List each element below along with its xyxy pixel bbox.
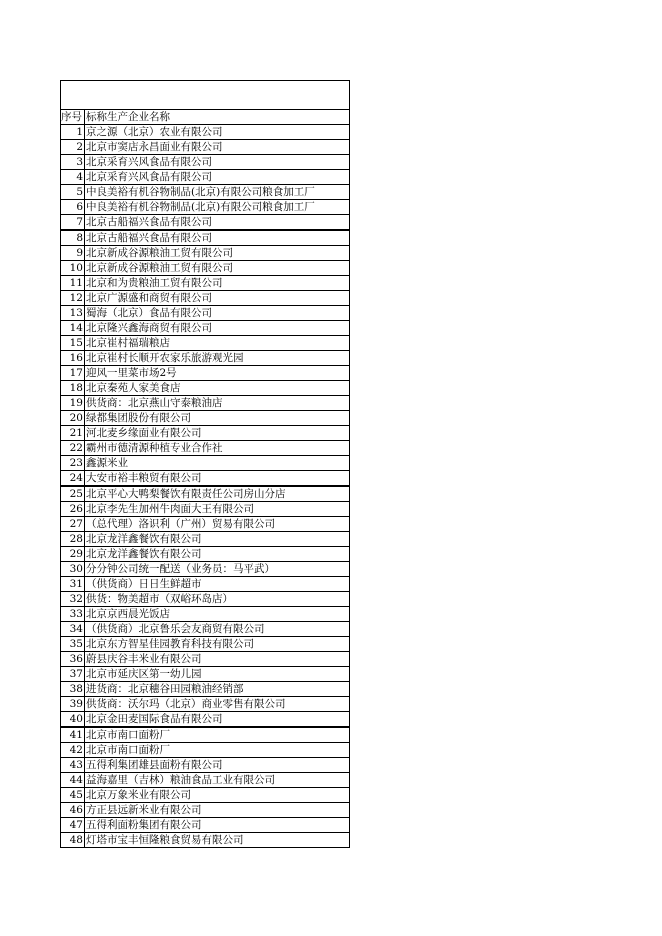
row-index-cell[interactable]: 44 <box>61 773 85 788</box>
company-name-cell[interactable]: 北京隆兴鑫海商贸有限公司 <box>85 321 350 336</box>
row-index-cell[interactable]: 37 <box>61 667 85 682</box>
row-index-cell[interactable]: 28 <box>61 532 85 547</box>
row-index-cell[interactable]: 36 <box>61 652 85 667</box>
table-row <box>61 517 349 532</box>
company-name-cell[interactable]: 北京新成谷源粮油工贸有限公司 <box>85 261 350 276</box>
row-index-cell[interactable]: 47 <box>61 818 85 833</box>
row-index-cell[interactable]: 4 <box>61 170 85 185</box>
company-name-cell[interactable]: 北京广源盛和商贸有限公司 <box>85 291 350 306</box>
company-name-cell[interactable]: 分分钟公司统一配送（业务员：马平武） <box>85 562 350 577</box>
company-name-cell[interactable]: 河北麦乡缘面业有限公司 <box>85 426 350 441</box>
company-name-cell[interactable]: 北京龙洋鑫餐饮有限公司 <box>85 532 350 547</box>
table-row <box>61 637 349 652</box>
data-table <box>61 110 349 848</box>
row-index-cell[interactable]: 38 <box>61 682 85 697</box>
row-index-cell[interactable]: 30 <box>61 562 85 577</box>
company-name-cell[interactable]: 北京采育兴风食品有限公司 <box>85 155 350 170</box>
table-row <box>61 803 349 818</box>
table-row <box>61 773 349 788</box>
merged-title-cell[interactable] <box>61 81 349 110</box>
row-index-cell[interactable]: 20 <box>61 411 85 426</box>
company-name-cell[interactable]: 五得利面粉集团有限公司 <box>85 818 350 833</box>
row-index-cell[interactable]: 15 <box>61 336 85 351</box>
company-name-cell[interactable]: （供货商）北京鲁乐会友商贸有限公司 <box>85 622 350 637</box>
company-name-cell[interactable]: 迎风一里菜市场2号 <box>85 366 350 381</box>
row-index-cell[interactable]: 45 <box>61 788 85 803</box>
company-name-cell[interactable]: 中良美裕有机谷物制品(北京)有限公司粮食加工厂 <box>85 185 350 200</box>
table-row <box>61 727 349 743</box>
table-row <box>61 155 349 170</box>
column-header-index[interactable]: 序号 <box>61 110 85 125</box>
table-row <box>61 682 349 697</box>
row-index-cell[interactable]: 34 <box>61 622 85 637</box>
table-row <box>61 622 349 637</box>
row-index-cell[interactable]: 17 <box>61 366 85 381</box>
company-name-cell[interactable]: 北京崔村长顺开农家乐旅游观光园 <box>85 351 350 366</box>
row-index-cell[interactable]: 26 <box>61 502 85 517</box>
row-index-cell[interactable]: 19 <box>61 396 85 411</box>
company-name-cell[interactable]: 蔚县庆谷丰米业有限公司 <box>85 652 350 667</box>
company-name-cell[interactable]: 进货商：北京穗谷田园粮油经销部 <box>85 682 350 697</box>
table-row <box>61 276 349 291</box>
company-name-cell[interactable]: 方正县远新米业有限公司 <box>85 803 350 818</box>
row-index-cell[interactable]: 23 <box>61 456 85 471</box>
table-row <box>61 471 349 487</box>
row-index-cell[interactable]: 3 <box>61 155 85 170</box>
company-name-cell[interactable]: 北京古船福兴食品有限公司 <box>85 215 350 231</box>
table-row <box>61 607 349 622</box>
row-index-cell[interactable]: 29 <box>61 547 85 562</box>
company-name-cell[interactable]: 北京市窦店永昌面业有限公司 <box>85 140 350 155</box>
header-row <box>61 110 349 125</box>
table-row <box>61 351 349 366</box>
table-row <box>61 396 349 411</box>
row-index-cell[interactable]: 41 <box>61 727 85 743</box>
row-index-cell[interactable]: 11 <box>61 276 85 291</box>
table-row <box>61 743 349 758</box>
company-name-cell[interactable]: 北京古船福兴食品有限公司 <box>85 230 350 246</box>
row-index-cell[interactable]: 12 <box>61 291 85 306</box>
row-index-cell[interactable]: 1 <box>61 125 85 140</box>
company-name-cell[interactable]: 北京金田麦国际食品有限公司 <box>85 712 350 728</box>
company-name-cell[interactable]: 大安市裕丰粮贸有限公司 <box>85 471 350 487</box>
table-row <box>61 366 349 381</box>
row-index-cell[interactable]: 31 <box>61 577 85 592</box>
column-header-name[interactable]: 标称生产企业名称 <box>85 110 350 125</box>
row-index-cell[interactable]: 40 <box>61 712 85 728</box>
row-index-cell[interactable]: 43 <box>61 758 85 773</box>
table-row <box>61 170 349 185</box>
table-row <box>61 215 349 231</box>
table-row <box>61 381 349 396</box>
row-index-cell[interactable]: 6 <box>61 200 85 215</box>
table-row <box>61 697 349 712</box>
company-name-cell[interactable]: （供货商）日日生鲜超市 <box>85 577 350 592</box>
company-name-cell[interactable]: 北京龙洋鑫餐饮有限公司 <box>85 547 350 562</box>
table-row <box>61 758 349 773</box>
company-name-cell[interactable]: 北京市南口面粉厂 <box>85 727 350 743</box>
company-name-cell[interactable]: 北京东方智星佳园教育科技有限公司 <box>85 637 350 652</box>
company-name-cell[interactable]: 北京李先生加州牛肉面大王有限公司 <box>85 502 350 517</box>
table-row <box>61 652 349 667</box>
table-row <box>61 667 349 682</box>
row-index-cell[interactable]: 48 <box>61 833 85 848</box>
company-name-cell[interactable]: 中良美裕有机谷物制品(北京)有限公司粮食加工厂 <box>85 200 350 215</box>
company-name-cell[interactable]: 北京市南口面粉厂 <box>85 743 350 758</box>
table-row <box>61 502 349 517</box>
table-row <box>61 833 349 848</box>
table-row <box>61 712 349 728</box>
company-name-cell[interactable]: 北京和为贵粮油工贸有限公司 <box>85 276 350 291</box>
table-row <box>61 200 349 215</box>
company-name-cell[interactable]: 北京秦苑人家美食店 <box>85 381 350 396</box>
table-row <box>61 230 349 246</box>
row-index-cell[interactable]: 7 <box>61 215 85 231</box>
company-name-cell[interactable]: 供货商：北京燕山守泰粮油店 <box>85 396 350 411</box>
row-index-cell[interactable]: 2 <box>61 140 85 155</box>
row-index-cell[interactable]: 27 <box>61 517 85 532</box>
company-name-cell[interactable]: 北京平心大鸭梨餐饮有限责任公司房山分店 <box>85 486 350 502</box>
company-name-cell[interactable]: 蜀海（北京）食品有限公司 <box>85 306 350 321</box>
row-index-cell[interactable]: 33 <box>61 607 85 622</box>
table-row <box>61 441 349 456</box>
company-name-cell[interactable]: 供货：物美超市（双峪环岛店） <box>85 592 350 607</box>
table-row <box>61 185 349 200</box>
row-index-cell[interactable]: 18 <box>61 381 85 396</box>
table-row <box>61 336 349 351</box>
row-index-cell[interactable]: 16 <box>61 351 85 366</box>
row-index-cell[interactable]: 35 <box>61 637 85 652</box>
row-index-cell[interactable]: 25 <box>61 486 85 502</box>
company-name-cell[interactable]: 五得利集团雄县面粉有限公司 <box>85 758 350 773</box>
table-row <box>61 125 349 140</box>
table-row <box>61 261 349 276</box>
company-name-cell[interactable]: 京之源（北京）农业有限公司 <box>85 125 350 140</box>
table-row <box>61 426 349 441</box>
row-index-cell[interactable]: 13 <box>61 306 85 321</box>
company-name-cell[interactable]: 供货商：沃尔玛（北京）商业零售有限公司 <box>85 697 350 712</box>
row-index-cell[interactable]: 8 <box>61 230 85 246</box>
table-row <box>61 321 349 336</box>
row-index-cell[interactable]: 10 <box>61 261 85 276</box>
row-index-cell[interactable]: 32 <box>61 592 85 607</box>
row-index-cell[interactable]: 39 <box>61 697 85 712</box>
table-row <box>61 246 349 261</box>
row-index-cell[interactable]: 46 <box>61 803 85 818</box>
company-name-cell[interactable]: 北京京西晨光饭店 <box>85 607 350 622</box>
company-name-cell[interactable]: 绿都集团股份有限公司 <box>85 411 350 426</box>
company-name-cell[interactable]: 鑫源米业 <box>85 456 350 471</box>
table-row <box>61 306 349 321</box>
table-row <box>61 547 349 562</box>
table-row <box>61 532 349 547</box>
company-name-cell[interactable]: （总代理）洛识利（广州）贸易有限公司 <box>85 517 350 532</box>
row-index-cell[interactable]: 22 <box>61 441 85 456</box>
table-row <box>61 486 349 502</box>
company-name-cell[interactable]: 灯塔市宝丰恒隆粮食贸易有限公司 <box>85 833 350 848</box>
company-name-cell[interactable]: 益海嘉里（吉林）粮油食品工业有限公司 <box>85 773 350 788</box>
company-name-cell[interactable]: 北京崔村福瑞粮店 <box>85 336 350 351</box>
spreadsheet-table <box>60 80 350 848</box>
table-row <box>61 818 349 833</box>
table-row <box>61 592 349 607</box>
row-index-cell[interactable]: 9 <box>61 246 85 261</box>
row-index-cell[interactable]: 5 <box>61 185 85 200</box>
table-row <box>61 562 349 577</box>
company-name-cell[interactable]: 北京新成谷源粮油工贸有限公司 <box>85 246 350 261</box>
table-row <box>61 577 349 592</box>
row-index-cell[interactable]: 21 <box>61 426 85 441</box>
table-row <box>61 291 349 306</box>
row-index-cell[interactable]: 14 <box>61 321 85 336</box>
company-name-cell[interactable]: 北京市延庆区第一幼儿园 <box>85 667 350 682</box>
row-index-cell[interactable]: 24 <box>61 471 85 487</box>
table-row <box>61 788 349 803</box>
table-row <box>61 411 349 426</box>
table-row <box>61 456 349 471</box>
company-name-cell[interactable]: 北京万象米业有限公司 <box>85 788 350 803</box>
company-name-cell[interactable]: 北京采育兴风食品有限公司 <box>85 170 350 185</box>
company-name-cell[interactable]: 霸州市德清源种植专业合作社 <box>85 441 350 456</box>
table-row <box>61 140 349 155</box>
row-index-cell[interactable]: 42 <box>61 743 85 758</box>
